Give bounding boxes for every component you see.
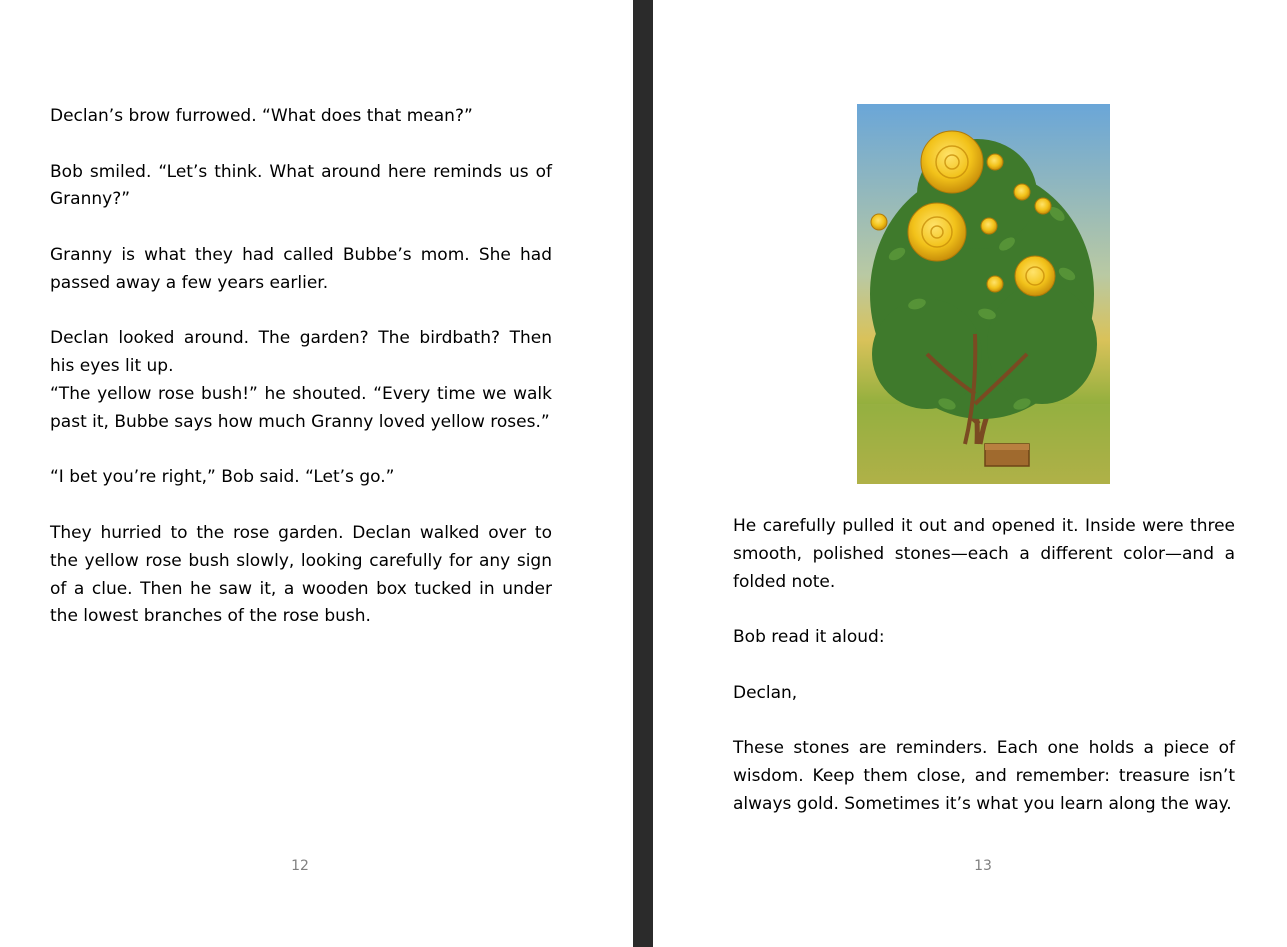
paragraph: Declan looked around. The garden? The birdbath? Then his eyes lit up. (50, 328, 552, 377)
right-page (653, 0, 1287, 947)
paragraph: Granny is what they had called Bubbe’s mom. She had passed away a few years earlier. (50, 244, 552, 293)
paragraph: Bob read it aloud: (733, 627, 885, 648)
left-page (0, 0, 633, 947)
left-page-text (50, 103, 552, 631)
paragraph: They hurried to the rose garden. Declan walked over to the yellow rose bush slowly, looking carefully for any sign of a clue. Then he saw it, a wooden box tucked in under the lowest branches of the rose bush. (50, 522, 552, 627)
paragraph: Declan, (733, 682, 798, 703)
paragraph: Declan’s brow furrowed. “What does that mean?” (50, 106, 473, 126)
yellow-rose-bush-illustration (857, 104, 1110, 484)
page-gutter (633, 0, 653, 947)
page-number: 12 (291, 858, 309, 874)
page-number: 13 (974, 858, 992, 874)
paragraph: Bob smiled. “Let’s think. What around here reminds us of Granny?” (50, 161, 552, 210)
paragraph: These stones are reminders. Each one holds a piece of wisdom. Keep them close, and remember: treasure isn’t always gold. Sometimes it’s what you learn along the way. (733, 738, 1235, 814)
paragraph: He carefully pulled it out and opened it. Inside were three smooth, polished stones—each a different color—and a folded note. (733, 516, 1235, 592)
paragraph: “The yellow rose bush!” he shouted. “Every time we walk past it, Bubbe says how much Granny loved yellow roses.” (50, 383, 552, 432)
right-page-text (733, 513, 1235, 819)
paragraph: “I bet you’re right,” Bob said. “Let’s go.” (50, 467, 395, 488)
